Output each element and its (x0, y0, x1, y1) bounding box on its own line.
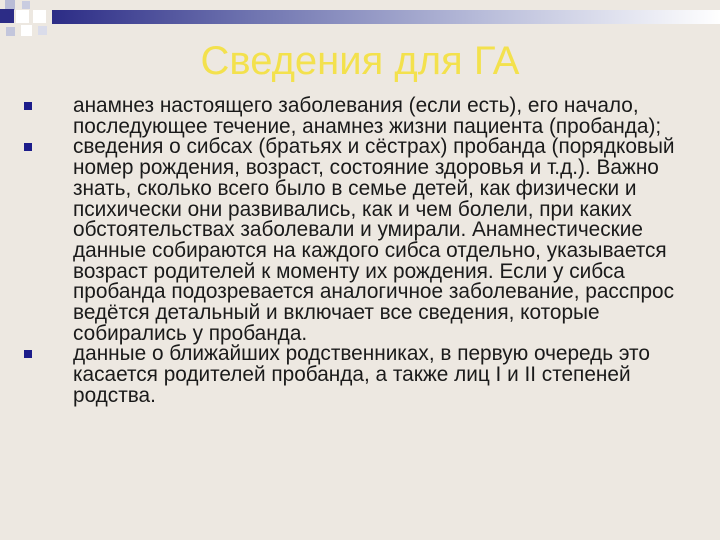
list-item-text: данные о ближайших родственниках, в первую очередь это касается родителей пробанда, а также лиц I и II степеней родства. (73, 342, 650, 407)
header-gradient-bar (52, 10, 720, 24)
list-item-text: анамнез настоящего заболевания (если есть), его начало, последующее течение, анамнез жизни пациента (пробанда); (73, 94, 662, 138)
square-bullet-icon (24, 350, 32, 358)
corner-decoration (0, 0, 60, 50)
list-item (20, 344, 700, 406)
square-bullet-icon (24, 143, 32, 151)
bullet-list (20, 96, 700, 407)
list-item (20, 137, 700, 344)
list-item-text: сведения о сибсах (братьях и сёстрах) пробанда (порядковый номер рождения, возраст, состояние здоровья и т.д.). Важно знать, сколько всего было в семье детей, как физически и психически они развивались, как и чем болели, при каких обстоятельствах заболевали и умирали. Анамнестические данные собираются на каждого сибса отдельно, указывается возраст родителей к моменту их рождения. Если у сибса пробанда подозревается аналогичное заболевание, расспрос ведётся детальный и включает все сведения, которые собирались у пробанда. (73, 135, 675, 345)
list-item (20, 96, 700, 137)
square-bullet-icon (24, 102, 32, 110)
slide-title: Сведения для ГА (200, 39, 520, 83)
